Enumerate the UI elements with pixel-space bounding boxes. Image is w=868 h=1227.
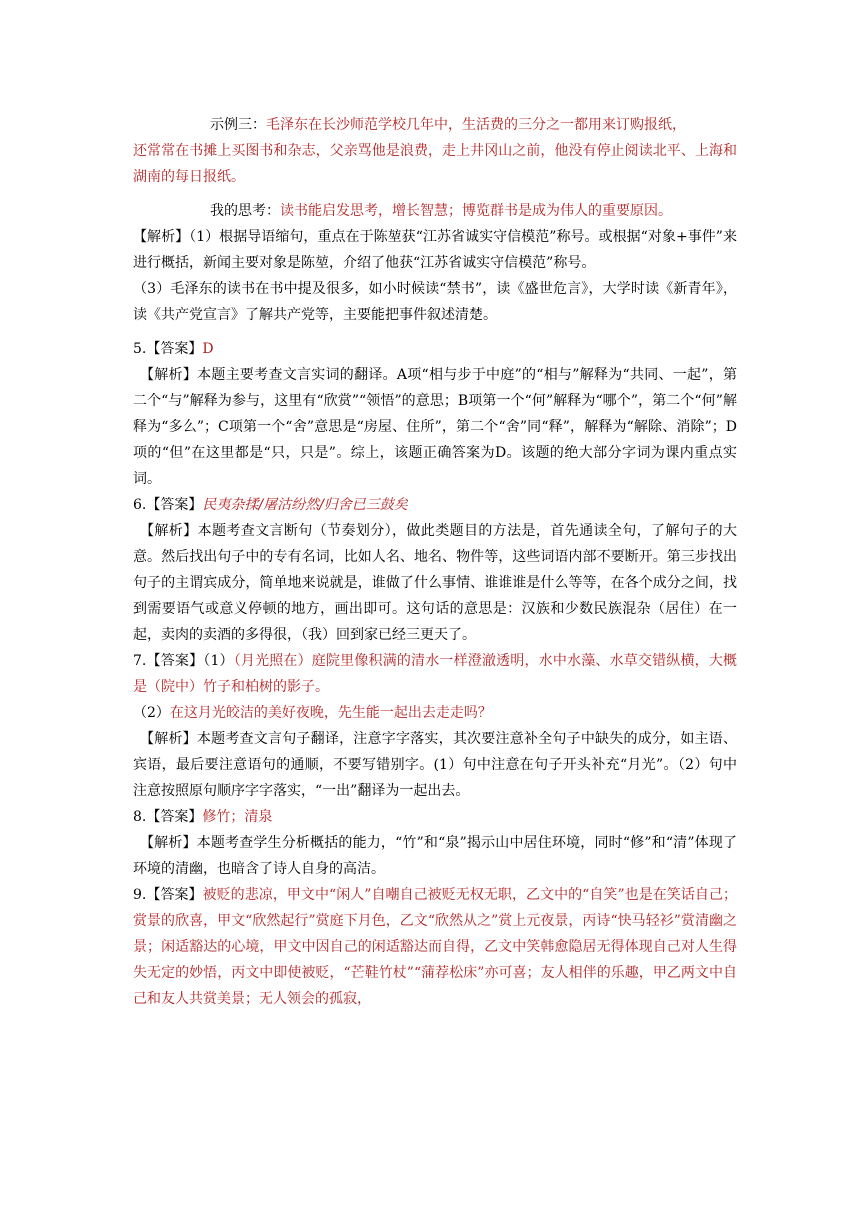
question-7-answer-2-num: （2） <box>133 705 170 721</box>
question-7-analysis-label: 【解析】 <box>140 731 197 747</box>
my-thinking <box>133 198 737 224</box>
question-9-label: 9.【答案】 <box>133 887 203 903</box>
question-9-answer <box>133 882 737 1012</box>
question-8-answer-text: 修竹；清泉 <box>202 809 273 825</box>
question-6-label: 6.【答案】 <box>133 497 203 513</box>
question-5-analysis-label: 【解析】 <box>140 367 198 383</box>
analysis-4-text1: （1）根据导语缩句，重点在于陈堃获“江苏省诚实守信模范”称号。或根据“对象+事件”来进行概括，新闻主要对象是陈堃，介绍了他获“江苏省诚实守信模范”称号。 <box>133 229 738 271</box>
analysis-4-part3: （3）毛泽东的读书在书中提及很多，如小时候读“禁书”，读《盛世危言》，大学时读《新青年》，读《共产党宣言》了解共产党等，主要能把事件叙述清楚。 <box>133 281 737 323</box>
question-8-label: 8.【答案】 <box>133 809 203 825</box>
question-5-analysis <box>133 362 737 492</box>
question-8-analysis-text: 本题考查学生分析概括的能力，“竹”和“泉”揭示山中居住环境，同时“修”和“清”体现了环境的清幽，也暗含了诗人自身的高洁。 <box>133 835 737 877</box>
my-thinking-label: 我的思考： <box>210 203 280 219</box>
question-5-analysis-text: 本题主要考查文言实词的翻译。A项“相与步于中庭”的“相与”解释为“共同、一起”，第二个“与”解释为参与，这里有“欣赏”“领悟”的意思；B项第一个“何”解释为“哪个”，第二个“何”解释为“多么”；C项第一个“舍”意思是“房屋、住所”，第二个“舍”同“释”，解释为“解除、消除”；D项的“但”在这里都是“只，只是”。综上，该题正确答案为D。该题的绝大部分字词为课内重点实词。 <box>133 367 737 487</box>
question-7-label: 7.【答案】 <box>133 653 204 669</box>
my-thinking-text: 读书能启发思考，增长智慧；博览群书是成为伟人的重要原因。 <box>280 203 672 219</box>
question-7-analysis <box>133 726 737 804</box>
question-5-answer-text: D <box>202 341 214 357</box>
analysis-4-part1 <box>133 224 737 276</box>
question-9-answer-text: 被贬的悲凉，甲文中“闲人”自嘲自己被贬无权无职，乙文中的“自笑”也是在笑话自己；赏景的欣喜，甲文“欣然起行”赏庭下月色，乙文“欣然从之”赏上元夜景，丙诗“快马轻衫”赏清幽之景；闲适豁达的心境，甲文中因自己的闲适豁达而自得，乙文中笑韩愈隐居无得体现自己对人生得失无定的妙悟，丙文中即使被贬，“芒鞋竹杖”“蒲荐松床”亦可喜；友人相伴的乐趣，甲乙两文中自己和友人共赏美景；无人领会的孤寂， <box>133 887 737 1007</box>
question-6-analysis-text: 本题考查文言断句（节奏划分），做此类题目的方法是，首先通读全句，了解句子的大意。然后找出句子中的专有名词，比如人名、地名、物件等，这些词语内部不要断开。第三步找出句子的主谓宾成分，简单地来说就是，谁做了什么事情、谁谁谁是什么等等，在各个成分之间，找到需要语气或意义停顿的地方，画出即可。这句话的意思是：汉族和少数民族混杂（居住）在一起，卖肉的卖酒的多得很，（我）回到家已经三更天了。 <box>133 523 737 643</box>
question-7-answer-1 <box>133 648 737 700</box>
question-7-analysis-text: 本题考查文言句子翻译，注意字字落实，其次要注意补全句子中缺失的成分，如主语、宾语，最后要注意语句的通顺，不要写错别字。(1）句中注意在句子开头补充“月光”。（2）句中注意按照原句顺序字字落实，“一出”翻译为一起出去。 <box>133 731 738 799</box>
question-8-answer <box>133 804 737 830</box>
question-5-label: 5.【答案】 <box>133 341 203 357</box>
question-5-answer <box>133 336 737 362</box>
example-three-line: 毛泽东在长沙师范学校几年中，生活费的三分之一都用来订购报纸， <box>266 117 686 133</box>
question-7-answer-1-text: （月光照在）庭院里像积满的清水一样澄澈透明，水中水藻、水草交错纵横，大概是（院中）竹子和柏树的影子。 <box>133 653 737 695</box>
example-three-label: 示例三： <box>210 117 266 133</box>
answer-page <box>133 112 737 1012</box>
question-6-answer <box>133 492 737 518</box>
question-6-analysis <box>133 518 737 648</box>
question-6-analysis-label: 【解析】 <box>140 523 198 539</box>
example-three-rest: 还常常在书摊上买图书和杂志，父亲骂他是浪费，走上井冈山之前，他没有停止阅读北平、上海和湖南的每日报纸。 <box>133 143 737 185</box>
question-8-analysis-label: 【解析】 <box>140 835 197 851</box>
question-6-answer-text: 民夷杂揉/屠沽纷然/归舍已三鼓矣 <box>202 497 408 513</box>
question-7-answer-2 <box>133 700 737 726</box>
analysis-4-label: 【解析】 <box>133 229 190 245</box>
example-three <box>133 112 737 138</box>
question-8-analysis <box>133 830 737 882</box>
question-7-answer-1-num: （1） <box>203 653 234 669</box>
question-7-answer-2-text: 在这月光皎洁的美好夜晚，先生能一起出去走走吗？ <box>169 705 492 721</box>
